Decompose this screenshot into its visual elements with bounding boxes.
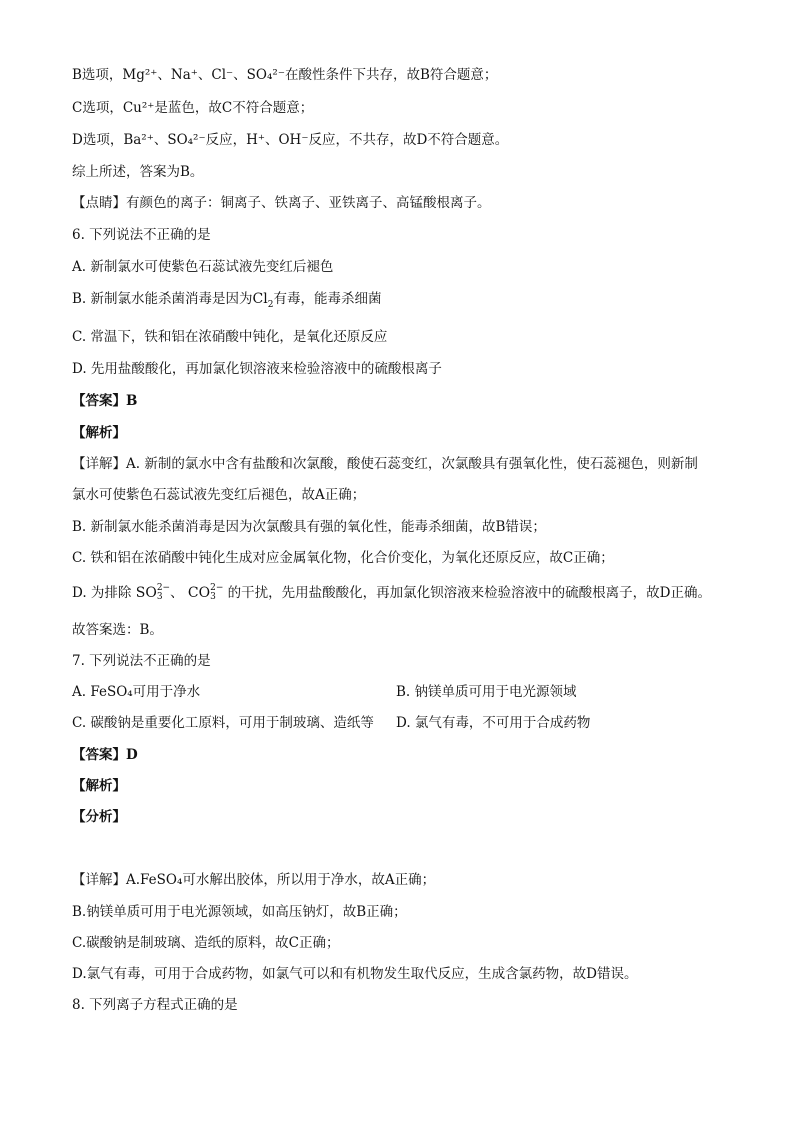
- q6-detail-b: B. 新制氯水能杀菌消毒是因为次氯酸具有强的氧化性，能毒杀细菌，故B错误；: [72, 519, 546, 535]
- q6-answer: 【答案】B: [72, 393, 138, 409]
- q7-option-c: C. 碳酸钠是重要化工原料，可用于制玻璃、造纸等: [72, 715, 374, 731]
- q7-option-b: B. 钠镁单质可用于电光源领域: [396, 684, 577, 700]
- carbonate-ion: [188, 585, 223, 601]
- q6-analysis-heading: 【解析】: [72, 425, 126, 441]
- q6-detail-d: [72, 584, 711, 602]
- q7-fenxi-heading: 【分析】: [72, 809, 126, 825]
- q5-option-b-explanation: B选项，Mg²⁺、Na⁺、Cl⁻、SO₄²⁻在酸性条件下共存，故B符合题意；: [72, 67, 498, 83]
- q6-detail-c: C. 铁和铝在浓硝酸中钝化生成对应金属氧化物，化合价变化，为氧化还原反应，故C正确；: [72, 550, 614, 566]
- q7-answer: 【答案】D: [72, 747, 138, 763]
- ion-main: CO: [187, 585, 211, 601]
- q6-option-b-text: B. 新制氯水能杀菌消毒是因为: [72, 291, 253, 307]
- q6-option-b-text-end: 有毒，能毒杀细菌: [273, 291, 382, 307]
- q7-stem: 7. 下列说法不正确的是: [72, 653, 211, 669]
- q6-option-d: D. 先用盐酸酸化，再加氯化钡溶液来检验溶液中的硫酸根离子: [72, 361, 442, 377]
- q6-option-c: C. 常温下，铁和铝在浓硝酸中钝化，是氧化还原反应: [72, 329, 388, 345]
- q5-summary: 综上所述，答案为B。: [72, 164, 204, 180]
- q7-option-d: D. 氯气有毒，不可用于合成药物: [396, 715, 591, 731]
- q7-detail-d: D.氯气有毒，可用于合成药物，如氯气可以和有机物发生取代反应，生成含氯药物，故D错误。: [72, 966, 638, 982]
- ion-charge: 2−: [210, 583, 224, 593]
- ion-main: SO: [135, 585, 157, 601]
- q5-option-d-explanation: D选项，Ba²⁺、SO₄²⁻反应，H⁺、OH⁻反应，不共存，故D不符合题意。: [72, 132, 509, 148]
- q6-detail-line-2: 氯水可使紫色石蕊试液先变红后褪色，故A正确；: [72, 487, 366, 503]
- q8-stem: 8. 下列离子方程式正确的是: [72, 997, 238, 1013]
- q6-option-a: A. 新制氯水可使紫色石蕊试液先变红后褪色: [72, 259, 334, 275]
- sulfite-ion: [136, 585, 170, 601]
- q5-option-c-explanation: C选项，Cu²⁺是蓝色，故C不符合题意；: [72, 100, 314, 116]
- q6-final-answer: 故答案选：B。: [72, 622, 163, 638]
- formula-main: Cl: [252, 291, 268, 307]
- q6-option-b: [72, 290, 381, 308]
- q6-stem: 6. 下列说法不正确的是: [72, 227, 211, 243]
- q6-detail-d-text-end: 的干扰，先用盐酸酸化，再加氯化钡溶液来检验溶液中的硫酸根离子，故D正确。: [227, 585, 711, 601]
- ion-sub: 3: [156, 592, 163, 602]
- q7-option-a: A. FeSO₄可用于净水: [72, 684, 201, 700]
- q6-option-b-formula: [252, 291, 274, 310]
- q6-detail-d-text: D. 为排除: [72, 585, 132, 601]
- ion-charge: 2−: [156, 583, 171, 593]
- separator: 、: [170, 585, 184, 601]
- q7-analysis-heading: 【解析】: [72, 778, 126, 794]
- ion-sub: 3: [210, 592, 216, 602]
- q7-detail-a: 【详解】A.FeSO₄可水解出胶体，所以用于净水，故A正确；: [72, 872, 436, 888]
- q6-detail-line-1: 【详解】A. 新制的氯水中含有盐酸和次氯酸，酸使石蕊变红，次氯酸具有强氧化性，使石蕊褪色，则新制: [72, 456, 698, 472]
- formula-sub: 2: [267, 299, 274, 310]
- q5-point: 【点睛】有颜色的离子：铜离子、铁离子、亚铁离子、高锰酸根离子。: [72, 195, 491, 211]
- q7-detail-c: C.碳酸钠是制玻璃、造纸的原料，故C正确；: [72, 935, 340, 951]
- q7-detail-b: B.钠镁单质可用于电光源领域，如高压钠灯，故B正确；: [72, 904, 407, 920]
